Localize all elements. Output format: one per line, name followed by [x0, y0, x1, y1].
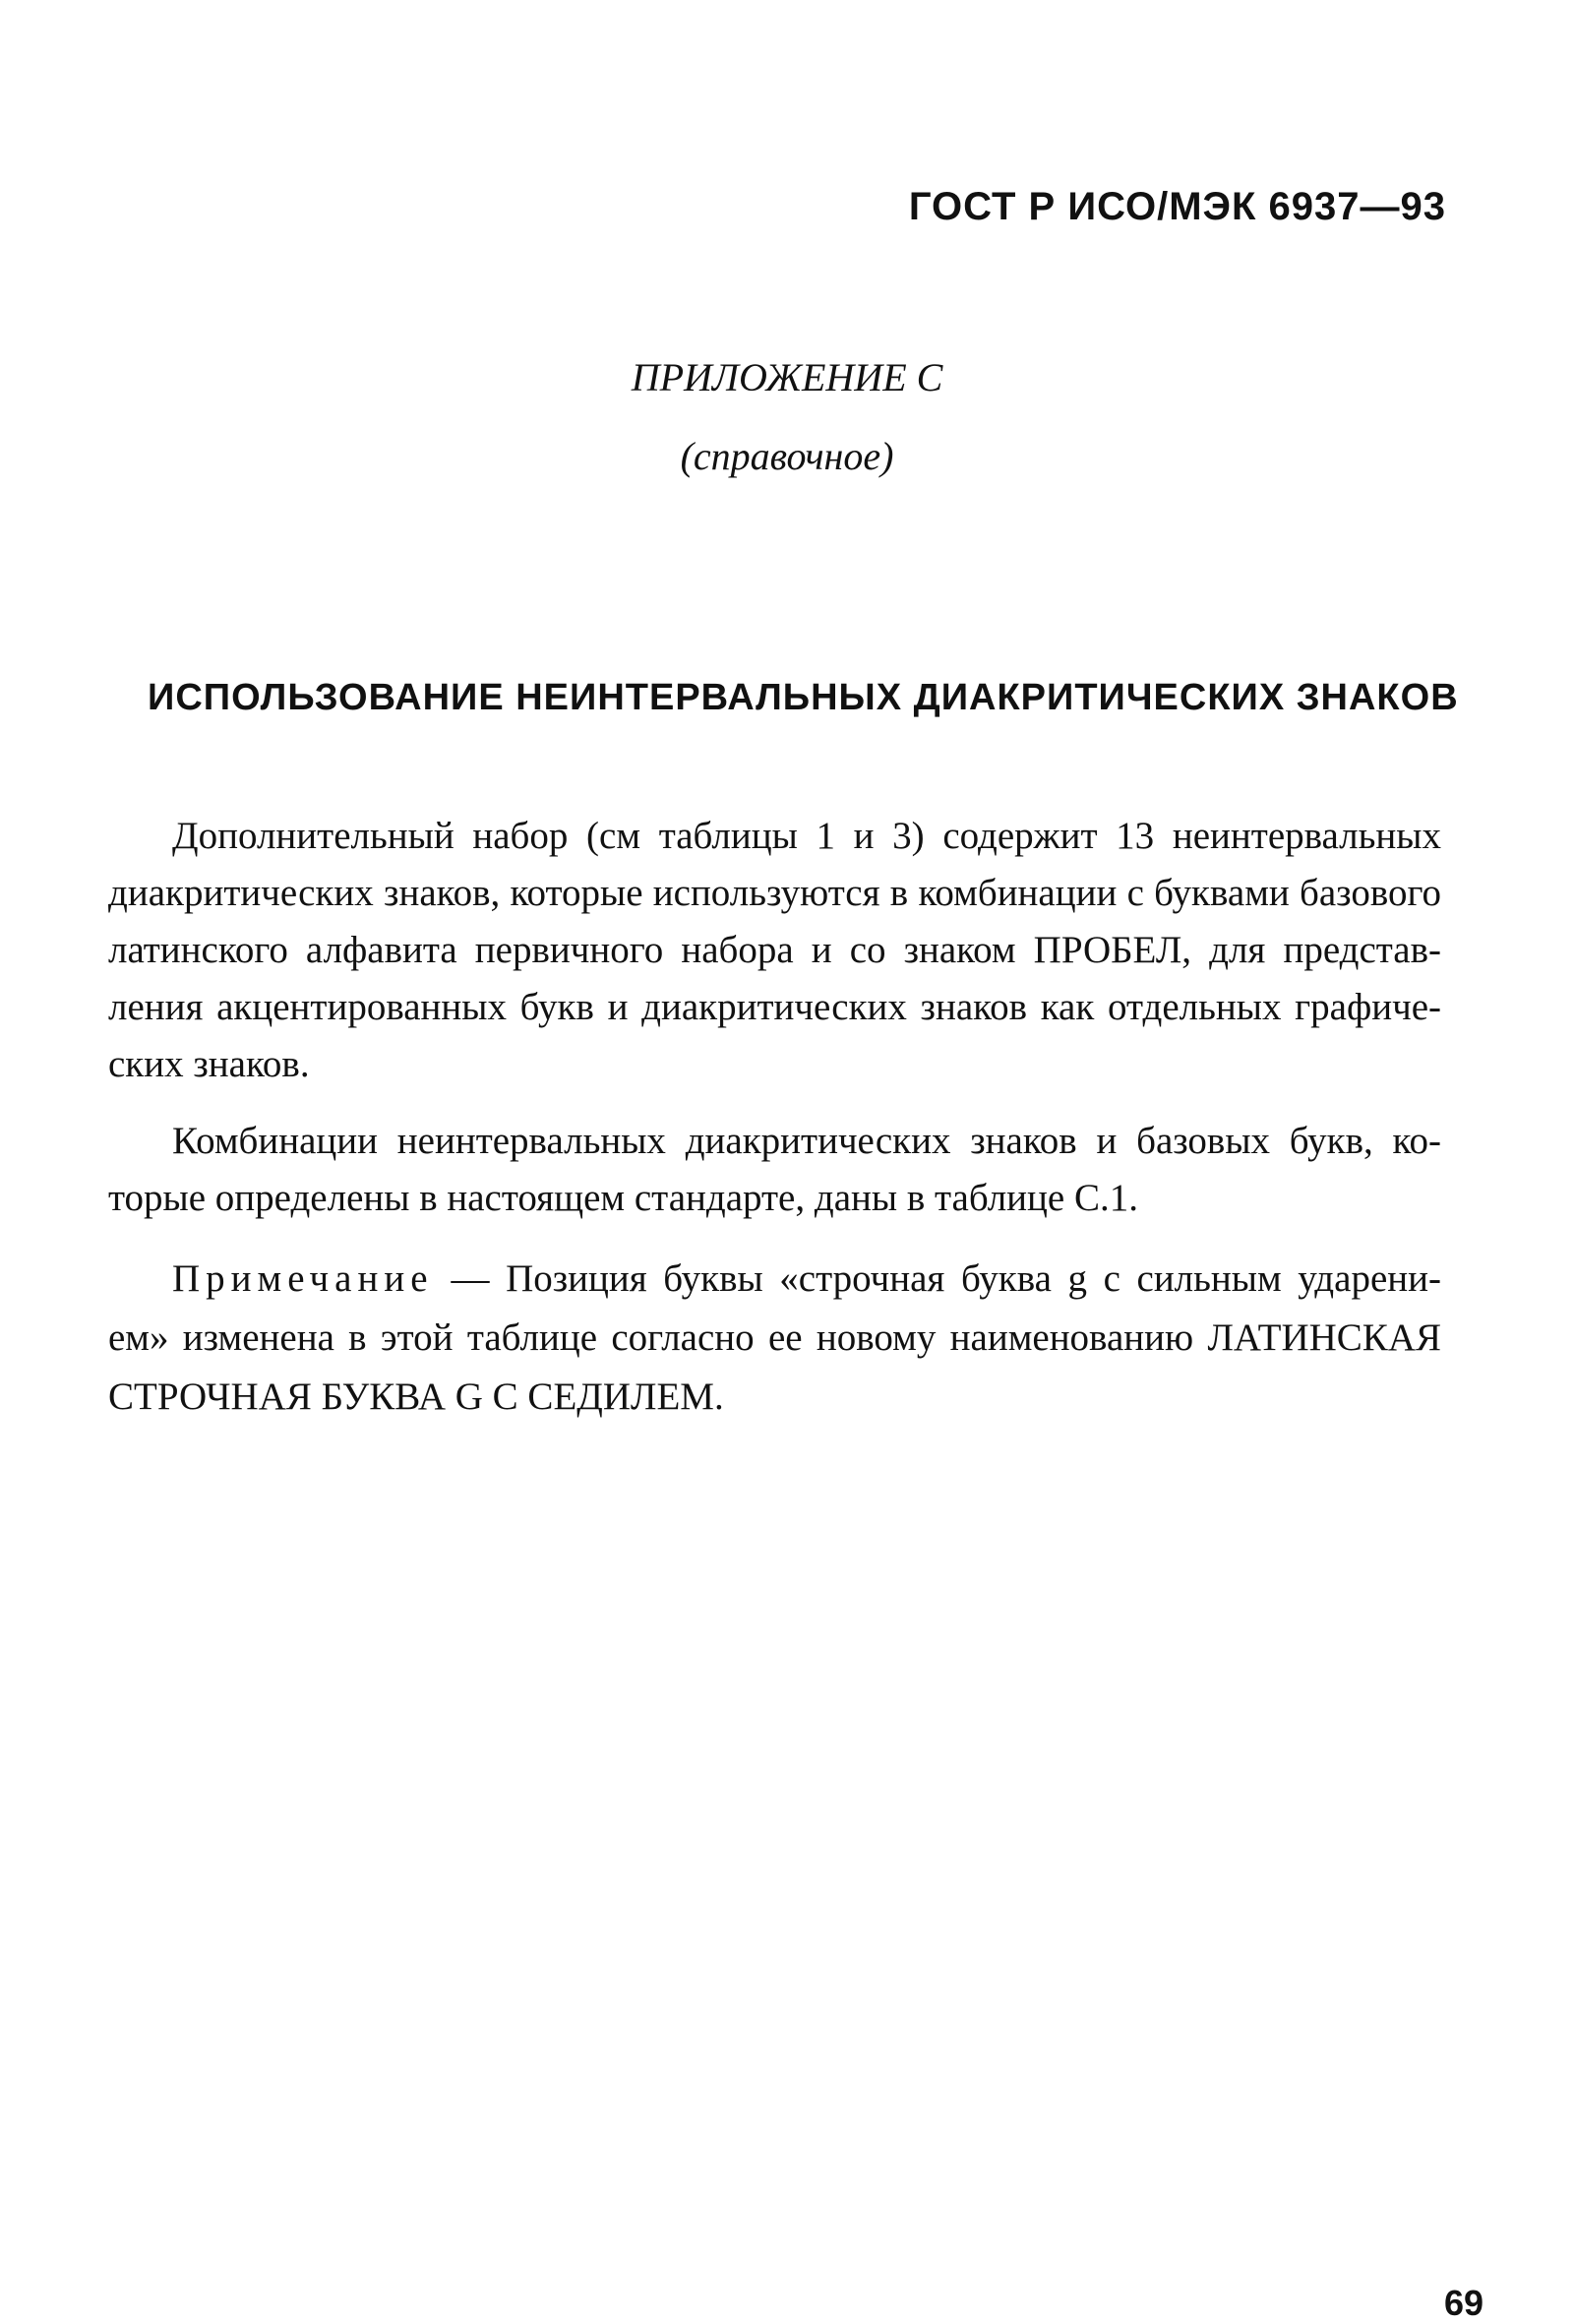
appendix-subtitle: (справочное) — [680, 434, 894, 478]
page-number: 69 — [1444, 2283, 1484, 2323]
paragraph-line: торые определены в настоящем стандарте, даны в таблице С.1. — [108, 1177, 1138, 1219]
section-heading: ИСПОЛЬЗОВАНИЕ НЕИНТЕРВАЛЬНЫХ ДИАКРИТИЧЕСКИХ ЗНАКОВ — [148, 677, 1459, 718]
paragraph-line: Дополнительный набор (см таблицы 1 и 3) содержит 13 неинтервальных — [172, 815, 1441, 857]
paragraph-line: диакритических знаков, которые используются в комбинации с буквами базового — [108, 872, 1441, 914]
note-label: Примечание — [172, 1257, 434, 1300]
paragraph-line: латинского алфавита первичного набора и со знаком ПРОБЕЛ, для представ- — [108, 929, 1441, 971]
appendix-title: ПРИЛОЖЕНИЕ С — [631, 355, 943, 399]
paragraph-line: ления акцентированных букв и диакритических знаков как отдельных графиче- — [108, 986, 1441, 1028]
note-line: СТРОЧНАЯ БУКВА G С СЕДИЛЕМ. — [108, 1376, 724, 1418]
paragraph-line: Комбинации неинтервальных диакритических знаков и базовых букв, ко- — [172, 1120, 1441, 1162]
note-line: ем» изменена в этой таблице согласно ее новому наименованию ЛАТИНСКАЯ — [108, 1316, 1441, 1359]
paragraph-line: ских знаков. — [108, 1043, 310, 1085]
note-line: — Позиция буквы «строчная буква g с сильным ударени- — [451, 1257, 1441, 1300]
standard-header: ГОСТ Р ИСО/МЭК 6937—93 — [908, 185, 1446, 228]
